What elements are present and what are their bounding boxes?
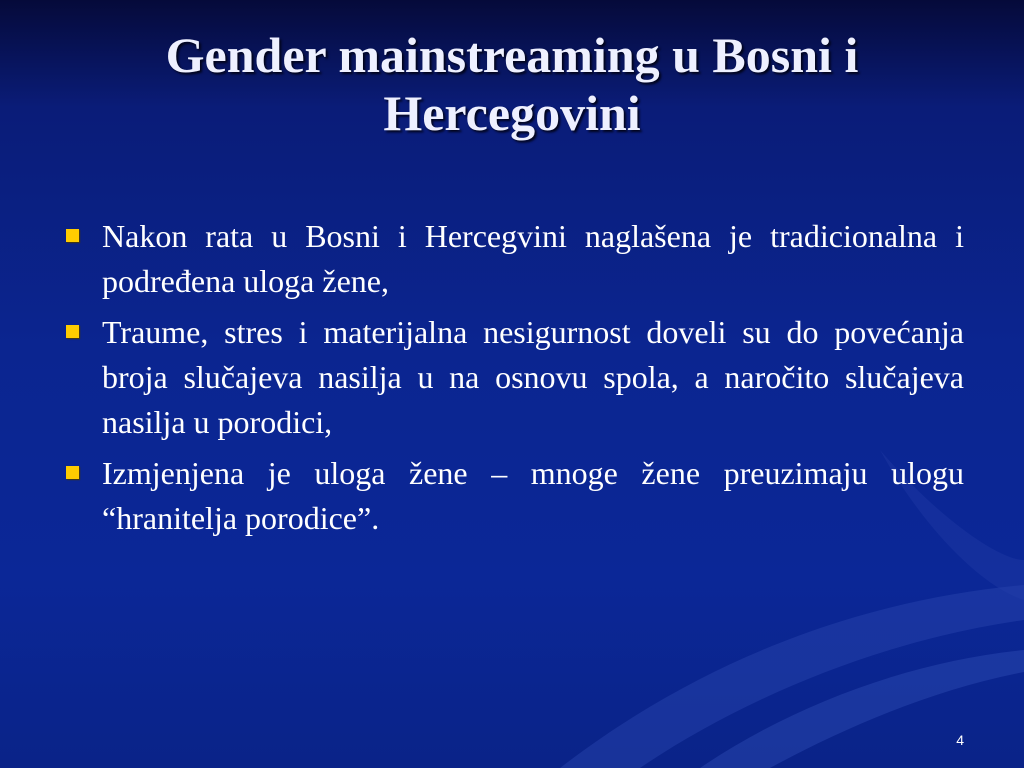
bullet-text: Izmjenjena je uloga žene – mnoge žene preuzimaju ulogu “hranitelja porodice”. [102,455,964,536]
bullet-item [60,310,964,445]
bullet-text: Nakon rata u Bosni i Hercegvini naglašena je tradicionalna i podređena uloga žene, [102,218,964,299]
bullet-item [60,451,964,541]
bullet-item [60,214,964,304]
page-number: 4 [956,732,964,748]
square-bullet-icon [66,325,79,338]
slide-title: Gender mainstreaming u Bosni i Hercegovini [165,27,859,141]
bullet-text: Traume, stres i materijalna nesigurnost doveli su do povećanja broja slučajeva nasilja u na osnovu spola, a naročito slučajeva nasilja u porodici, [102,314,964,440]
bullet-list [60,214,964,547]
square-bullet-icon [66,229,79,242]
square-bullet-icon [66,466,79,479]
